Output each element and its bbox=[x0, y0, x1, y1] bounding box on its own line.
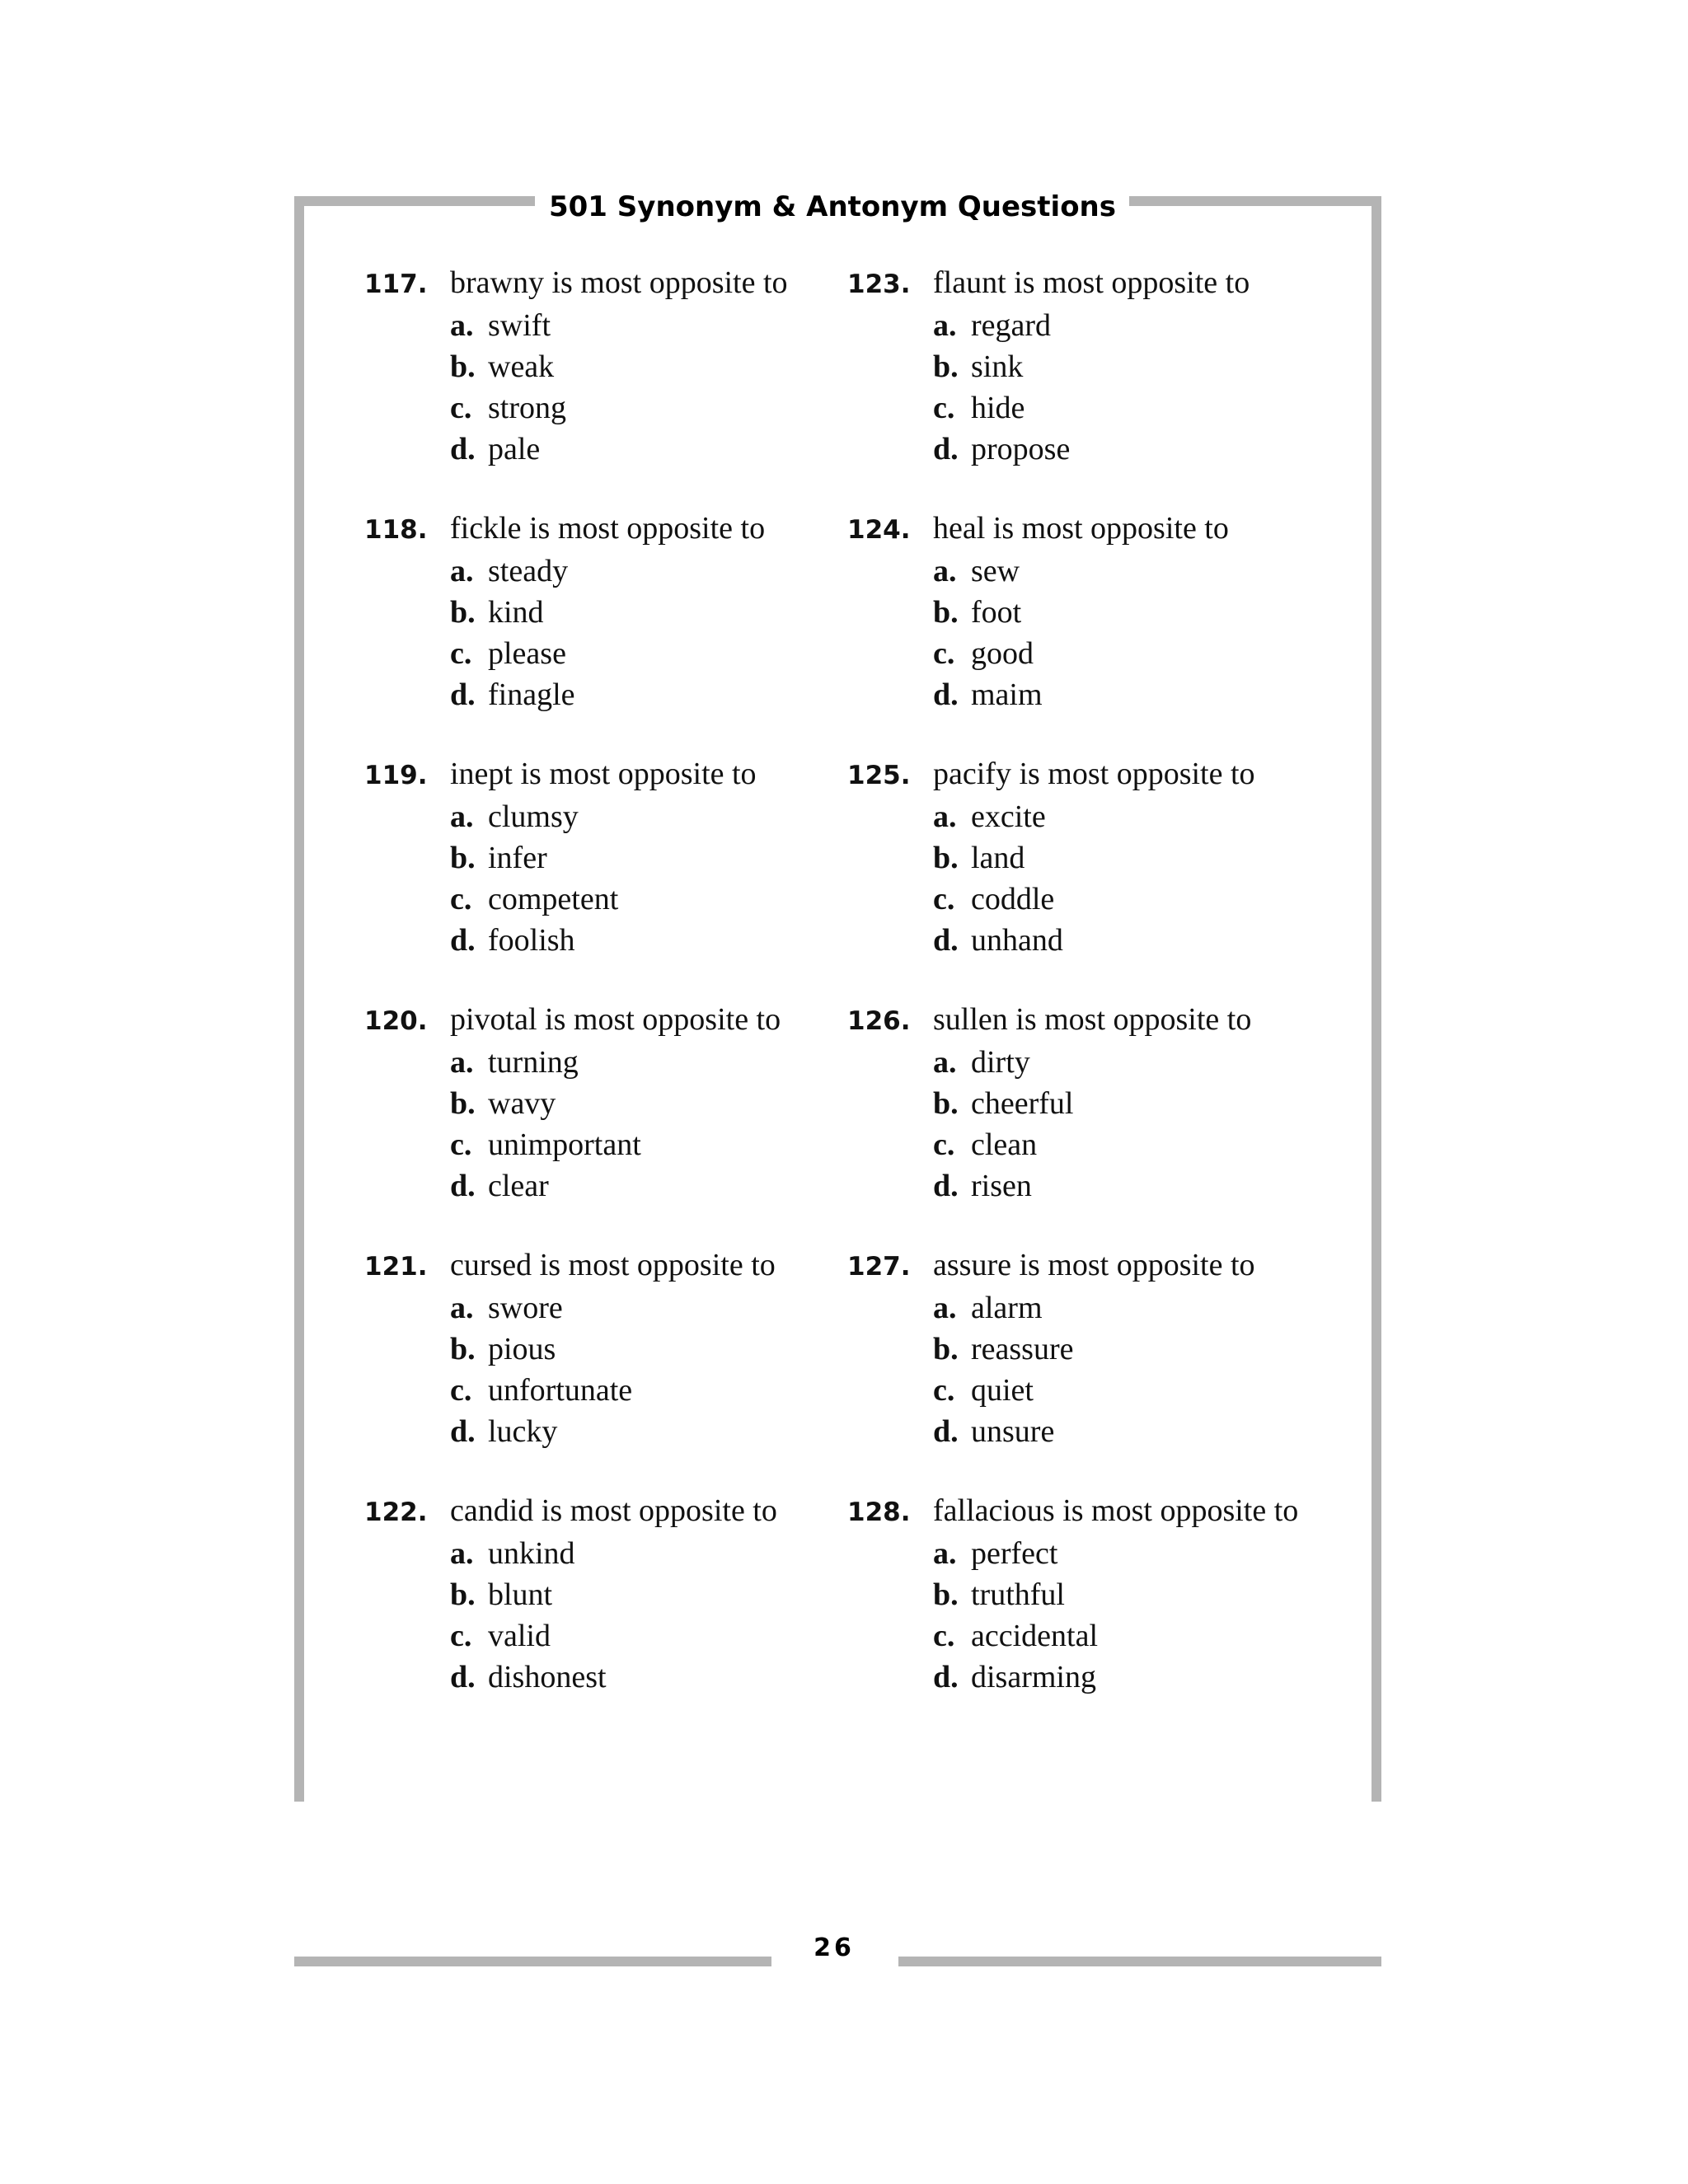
question-line bbox=[364, 999, 859, 1042]
answer-option bbox=[847, 879, 1342, 920]
question-number: 127. bbox=[847, 1252, 911, 1282]
option-letter: d. bbox=[450, 677, 476, 712]
option-text: clean bbox=[971, 1127, 1038, 1162]
option-letter: d. bbox=[450, 923, 476, 958]
frame-right bbox=[1372, 196, 1381, 1802]
question-item bbox=[364, 262, 859, 508]
answer-option bbox=[364, 1657, 859, 1698]
question-prompt: cursed is most opposite to bbox=[450, 1248, 776, 1282]
option-text: land bbox=[971, 841, 1025, 875]
answer-option bbox=[364, 387, 859, 429]
answer-option bbox=[364, 674, 859, 715]
option-text: unhand bbox=[971, 923, 1063, 958]
question-prompt: heal is most opposite to bbox=[933, 511, 1229, 546]
question-number: 124. bbox=[847, 515, 911, 545]
option-text: turning bbox=[488, 1045, 579, 1080]
frame-bottom-right bbox=[898, 1957, 1381, 1966]
option-letter: a. bbox=[933, 308, 957, 343]
option-letter: a. bbox=[933, 1045, 957, 1080]
option-letter: b. bbox=[933, 1332, 959, 1366]
option-letter: a. bbox=[450, 554, 474, 588]
option-text: please bbox=[488, 636, 566, 671]
option-text: maim bbox=[971, 677, 1043, 712]
frame-left bbox=[294, 196, 304, 1802]
answer-option bbox=[847, 346, 1342, 387]
question-line bbox=[847, 262, 1342, 305]
option-letter: d. bbox=[933, 1414, 959, 1449]
option-text: regard bbox=[971, 308, 1052, 343]
answer-option bbox=[847, 1370, 1342, 1411]
answer-option bbox=[847, 1411, 1342, 1452]
answer-option bbox=[847, 429, 1342, 470]
question-number: 126. bbox=[847, 1006, 911, 1036]
question-number: 128. bbox=[847, 1497, 911, 1527]
answer-option bbox=[847, 1615, 1342, 1657]
option-letter: a. bbox=[450, 308, 474, 343]
answer-option bbox=[847, 1574, 1342, 1615]
question-item bbox=[364, 999, 859, 1244]
answer-option bbox=[364, 305, 859, 346]
option-letter: c. bbox=[450, 1373, 472, 1408]
option-letter: c. bbox=[450, 1619, 472, 1653]
option-text: propose bbox=[971, 432, 1071, 466]
answer-option bbox=[847, 674, 1342, 715]
option-letter: d. bbox=[450, 1660, 476, 1694]
option-text: accidental bbox=[971, 1619, 1099, 1653]
option-text: coddle bbox=[971, 882, 1055, 916]
option-letter: c. bbox=[933, 882, 955, 916]
option-text: unimportant bbox=[488, 1127, 641, 1162]
frame-top-right bbox=[1129, 196, 1381, 206]
option-text: finagle bbox=[488, 677, 575, 712]
option-letter: b. bbox=[933, 349, 959, 384]
option-text: sink bbox=[971, 349, 1024, 384]
option-text: unsure bbox=[971, 1414, 1055, 1449]
question-line bbox=[364, 1490, 859, 1533]
option-letter: c. bbox=[933, 1373, 955, 1408]
answer-option bbox=[847, 1124, 1342, 1165]
answer-option bbox=[364, 837, 859, 879]
answer-option bbox=[847, 1042, 1342, 1083]
question-item bbox=[847, 753, 1342, 999]
question-item bbox=[847, 262, 1342, 508]
frame-bottom-left bbox=[294, 1957, 771, 1966]
question-prompt: fallacious is most opposite to bbox=[933, 1493, 1299, 1528]
question-prompt: inept is most opposite to bbox=[450, 757, 757, 791]
option-letter: c. bbox=[450, 636, 472, 671]
answer-option bbox=[364, 1083, 859, 1124]
answer-option bbox=[364, 1287, 859, 1329]
question-number: 122. bbox=[364, 1497, 428, 1527]
option-text: sew bbox=[971, 554, 1020, 588]
question-item bbox=[847, 1490, 1342, 1736]
right-question-column bbox=[847, 262, 1342, 1736]
option-text: unfortunate bbox=[488, 1373, 633, 1408]
question-number: 125. bbox=[847, 761, 911, 790]
question-item bbox=[847, 508, 1342, 753]
option-letter: b. bbox=[933, 1086, 959, 1121]
answer-option bbox=[364, 1370, 859, 1411]
answer-option bbox=[847, 1329, 1342, 1370]
option-text: competent bbox=[488, 882, 619, 916]
page-title: 501 Synonym & Antonym Questions bbox=[548, 190, 1117, 223]
question-line bbox=[847, 999, 1342, 1042]
answer-option bbox=[364, 1042, 859, 1083]
answer-option bbox=[847, 920, 1342, 961]
option-letter: a. bbox=[450, 1045, 474, 1080]
question-line bbox=[847, 1244, 1342, 1287]
option-letter: d. bbox=[933, 923, 959, 958]
option-letter: b. bbox=[933, 595, 959, 630]
option-text: infer bbox=[488, 841, 547, 875]
question-number: 120. bbox=[364, 1006, 428, 1036]
question-item bbox=[364, 1244, 859, 1490]
option-letter: c. bbox=[450, 1127, 472, 1162]
question-prompt: flaunt is most opposite to bbox=[933, 265, 1250, 300]
option-text: valid bbox=[488, 1619, 551, 1653]
answer-option bbox=[364, 1411, 859, 1452]
option-text: blunt bbox=[488, 1577, 553, 1612]
question-number: 123. bbox=[847, 269, 911, 299]
answer-option bbox=[364, 1574, 859, 1615]
answer-option bbox=[847, 1083, 1342, 1124]
answer-option bbox=[847, 837, 1342, 879]
answer-option bbox=[847, 387, 1342, 429]
option-text: good bbox=[971, 636, 1034, 671]
question-item bbox=[847, 999, 1342, 1244]
answer-option bbox=[847, 1287, 1342, 1329]
option-letter: d. bbox=[933, 432, 959, 466]
option-text: foolish bbox=[488, 923, 575, 958]
question-prompt: fickle is most opposite to bbox=[450, 511, 766, 546]
option-text: dishonest bbox=[488, 1660, 607, 1694]
option-text: truthful bbox=[971, 1577, 1065, 1612]
option-letter: a. bbox=[933, 1536, 957, 1571]
question-line bbox=[364, 753, 859, 796]
option-text: dirty bbox=[971, 1045, 1030, 1080]
answer-option bbox=[847, 796, 1342, 837]
option-text: lucky bbox=[488, 1414, 558, 1449]
answer-option bbox=[364, 920, 859, 961]
option-letter: c. bbox=[450, 882, 472, 916]
option-letter: b. bbox=[450, 1086, 476, 1121]
page-number: 26 bbox=[814, 1933, 855, 1962]
option-letter: b. bbox=[450, 349, 476, 384]
option-text: pale bbox=[488, 432, 541, 466]
question-item bbox=[847, 1244, 1342, 1490]
option-letter: a. bbox=[450, 799, 474, 834]
option-text: clear bbox=[488, 1169, 549, 1203]
option-text: alarm bbox=[971, 1291, 1043, 1325]
option-letter: b. bbox=[933, 841, 959, 875]
answer-option bbox=[364, 1533, 859, 1574]
option-letter: b. bbox=[450, 1332, 476, 1366]
option-letter: d. bbox=[933, 677, 959, 712]
answer-option bbox=[847, 633, 1342, 674]
question-prompt: sullen is most opposite to bbox=[933, 1002, 1252, 1037]
question-prompt: assure is most opposite to bbox=[933, 1248, 1255, 1282]
option-text: hide bbox=[971, 391, 1025, 425]
question-prompt: candid is most opposite to bbox=[450, 1493, 777, 1528]
option-text: reassure bbox=[971, 1332, 1074, 1366]
question-line bbox=[364, 1244, 859, 1287]
question-line bbox=[364, 262, 859, 305]
option-letter: a. bbox=[450, 1536, 474, 1571]
option-letter: d. bbox=[933, 1660, 959, 1694]
answer-option bbox=[364, 633, 859, 674]
answer-option bbox=[364, 429, 859, 470]
option-text: disarming bbox=[971, 1660, 1096, 1694]
option-letter: b. bbox=[933, 1577, 959, 1612]
option-letter: a. bbox=[450, 1291, 474, 1325]
option-text: cheerful bbox=[971, 1086, 1074, 1121]
option-letter: c. bbox=[933, 636, 955, 671]
option-text: perfect bbox=[971, 1536, 1058, 1571]
option-text: swift bbox=[488, 308, 551, 343]
option-text: pious bbox=[488, 1332, 556, 1366]
question-item bbox=[364, 1490, 859, 1736]
answer-option bbox=[364, 1124, 859, 1165]
question-prompt: pivotal is most opposite to bbox=[450, 1002, 781, 1037]
question-number: 121. bbox=[364, 1252, 428, 1282]
option-letter: c. bbox=[933, 1127, 955, 1162]
option-letter: a. bbox=[933, 554, 957, 588]
answer-option bbox=[364, 592, 859, 633]
option-text: weak bbox=[488, 349, 555, 384]
option-text: unkind bbox=[488, 1536, 575, 1571]
option-letter: c. bbox=[933, 391, 955, 425]
option-letter: c. bbox=[450, 391, 472, 425]
question-prompt: pacify is most opposite to bbox=[933, 757, 1255, 791]
option-letter: b. bbox=[450, 1577, 476, 1612]
option-text: kind bbox=[488, 595, 544, 630]
answer-option bbox=[847, 1657, 1342, 1698]
answer-option bbox=[364, 551, 859, 592]
left-question-column bbox=[364, 262, 859, 1736]
answer-option bbox=[364, 879, 859, 920]
frame-top-left bbox=[294, 196, 535, 206]
answer-option bbox=[364, 796, 859, 837]
question-line bbox=[847, 753, 1342, 796]
option-text: steady bbox=[488, 554, 569, 588]
question-number: 117. bbox=[364, 269, 428, 299]
question-item bbox=[364, 753, 859, 999]
option-letter: a. bbox=[933, 799, 957, 834]
question-prompt: brawny is most opposite to bbox=[450, 265, 788, 300]
option-text: excite bbox=[971, 799, 1046, 834]
option-letter: c. bbox=[933, 1619, 955, 1653]
question-line bbox=[847, 1490, 1342, 1533]
option-text: foot bbox=[971, 595, 1022, 630]
option-text: swore bbox=[488, 1291, 563, 1325]
answer-option bbox=[847, 305, 1342, 346]
question-number: 118. bbox=[364, 515, 428, 545]
option-text: clumsy bbox=[488, 799, 579, 834]
answer-option bbox=[364, 1165, 859, 1207]
option-letter: d. bbox=[450, 1414, 476, 1449]
answer-option bbox=[847, 551, 1342, 592]
question-line bbox=[847, 508, 1342, 551]
question-number: 119. bbox=[364, 761, 428, 790]
answer-option bbox=[364, 1615, 859, 1657]
question-item bbox=[364, 508, 859, 753]
option-letter: b. bbox=[450, 841, 476, 875]
option-letter: b. bbox=[450, 595, 476, 630]
answer-option bbox=[364, 1329, 859, 1370]
option-text: quiet bbox=[971, 1373, 1034, 1408]
question-line bbox=[364, 508, 859, 551]
option-letter: d. bbox=[450, 432, 476, 466]
option-text: risen bbox=[971, 1169, 1032, 1203]
answer-option bbox=[847, 592, 1342, 633]
option-letter: a. bbox=[933, 1291, 957, 1325]
answer-option bbox=[364, 346, 859, 387]
option-text: strong bbox=[488, 391, 566, 425]
answer-option bbox=[847, 1165, 1342, 1207]
answer-option bbox=[847, 1533, 1342, 1574]
option-text: wavy bbox=[488, 1086, 556, 1121]
option-letter: d. bbox=[933, 1169, 959, 1203]
option-letter: d. bbox=[450, 1169, 476, 1203]
